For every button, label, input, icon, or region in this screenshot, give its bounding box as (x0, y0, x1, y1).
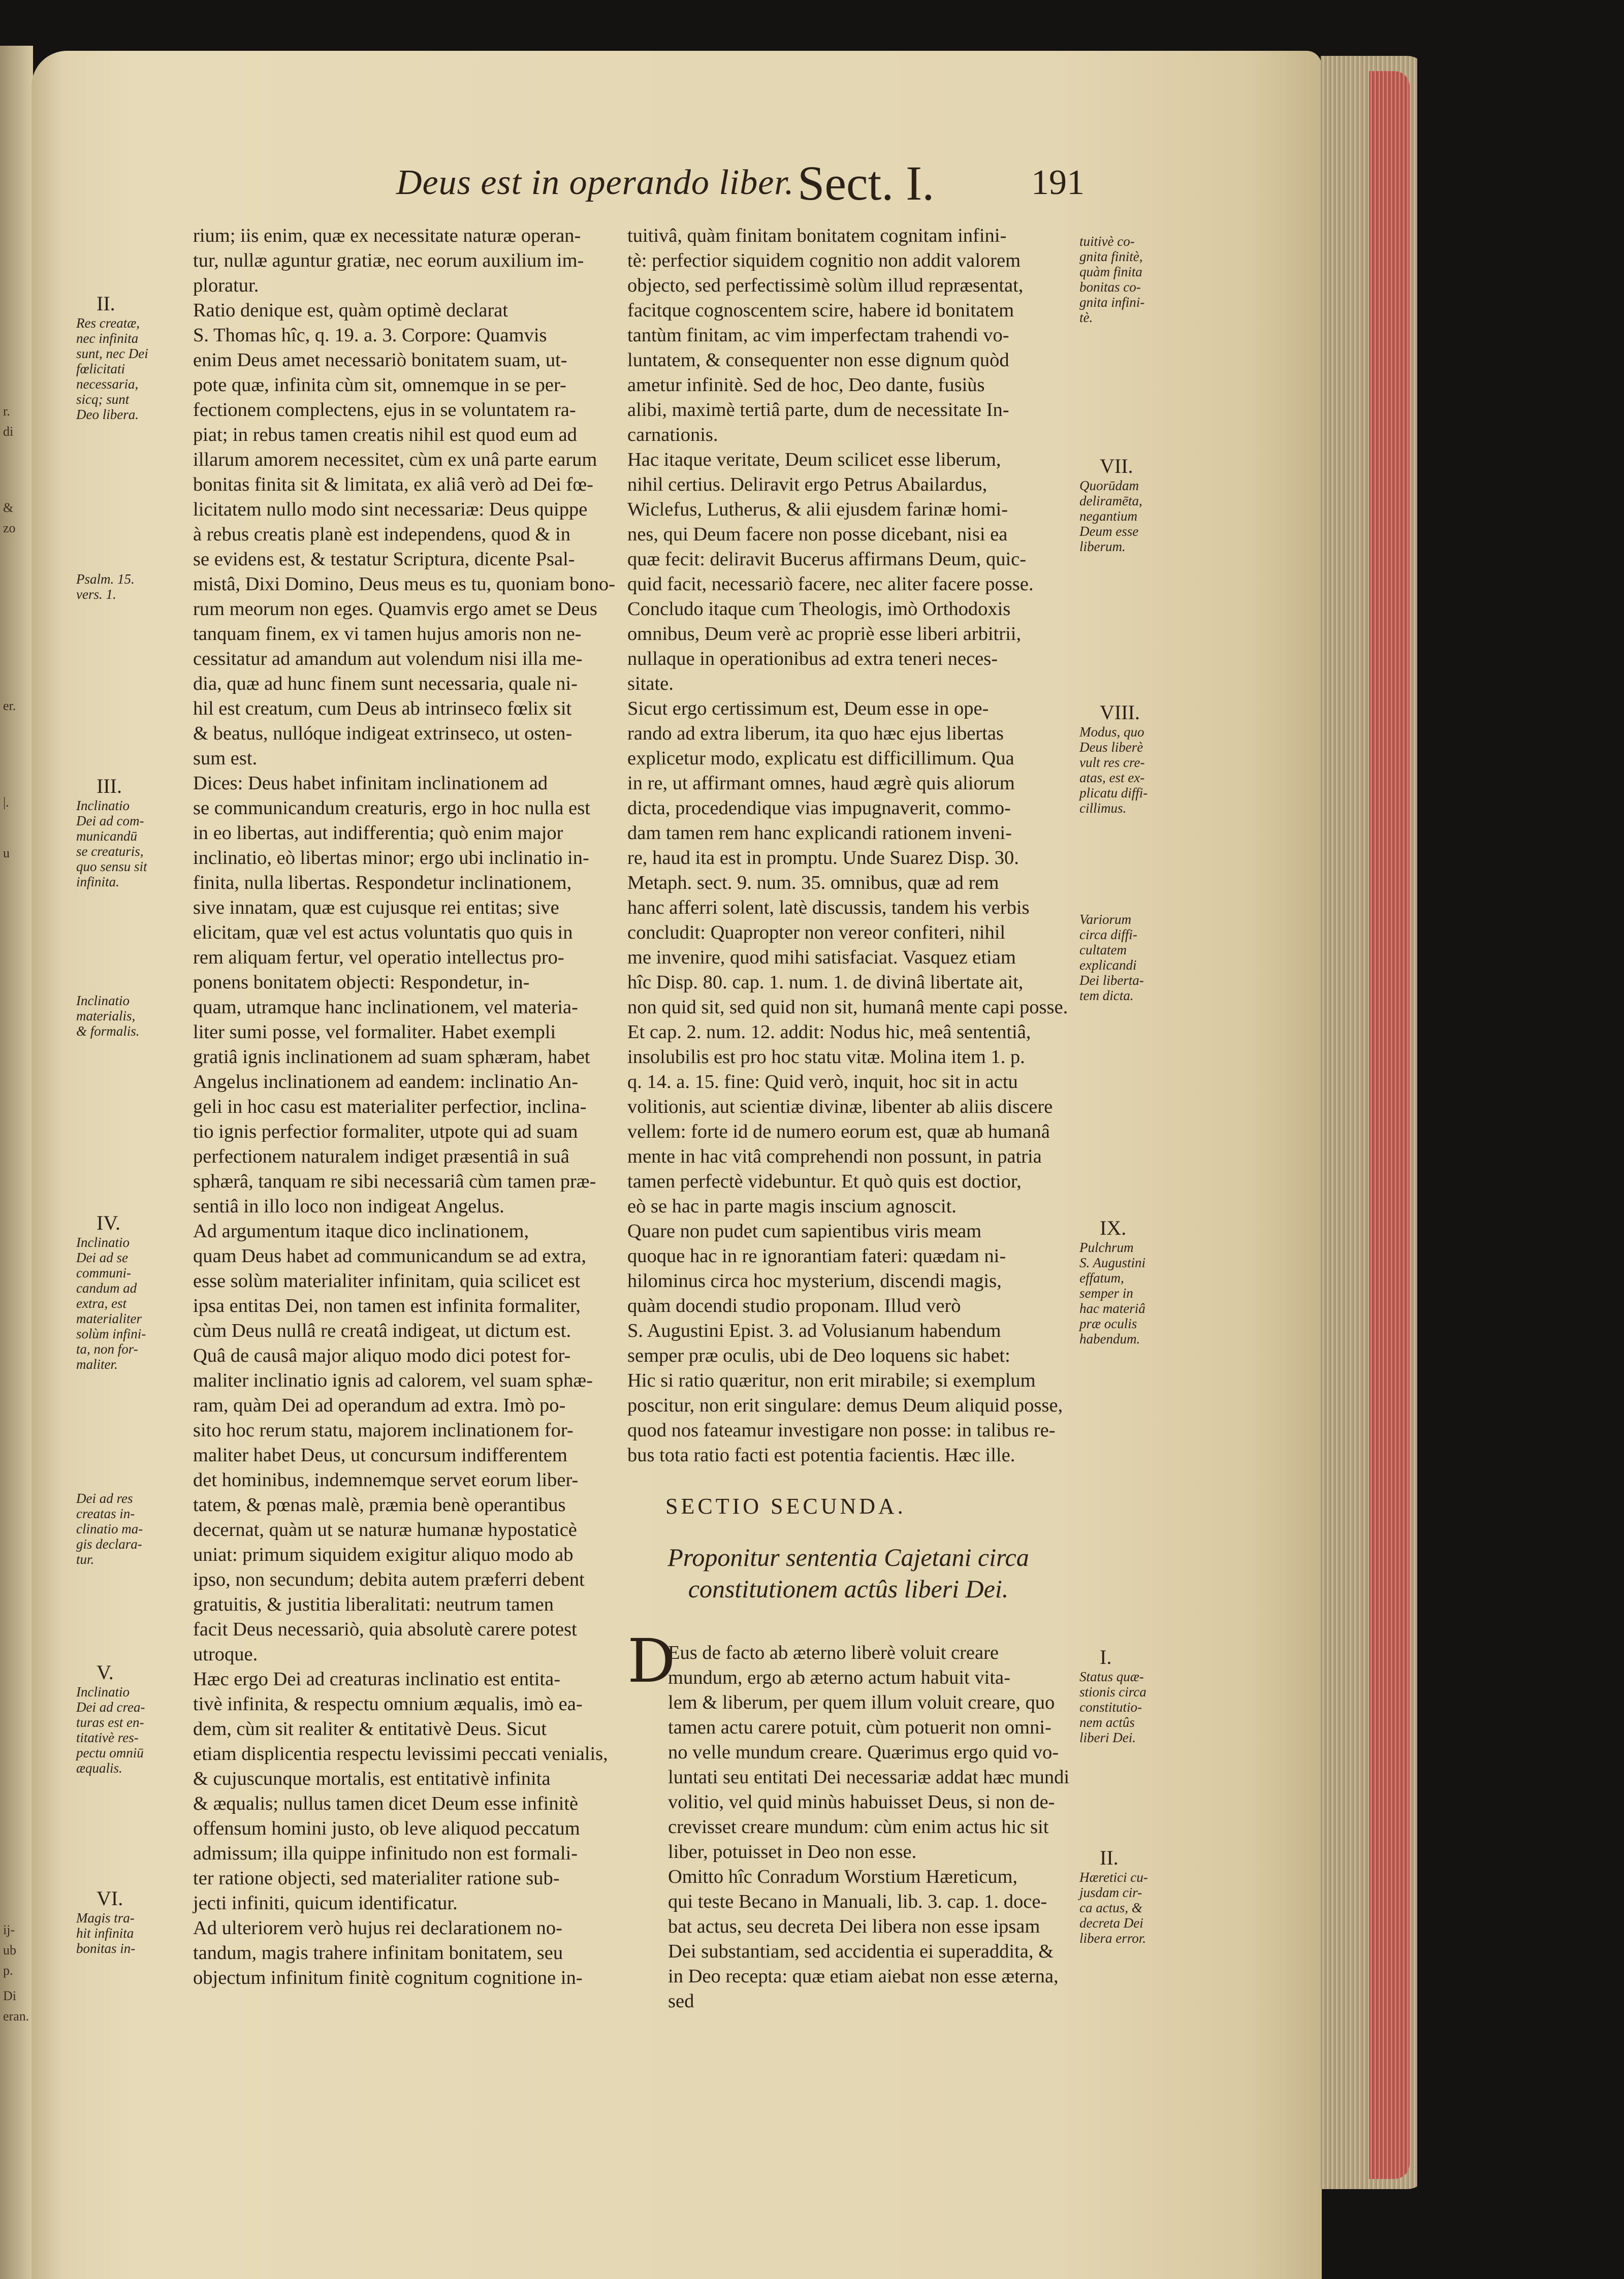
text-line: me invenire, quod mihi satisfaciat. Vasquez etiam (627, 947, 1016, 968)
text-line: Wiclefus, Lutherus, & alii ejusdem farinæ homi- (627, 499, 1008, 520)
text-line: Sicut ergo certissimum est, Deum esse in ope- (627, 698, 989, 719)
text-line: nihil certius. Deliravit ergo Petrus Abailardus, (627, 474, 988, 495)
text-line: Quâ de causâ major aliquo modo dici potest for- (193, 1345, 571, 1366)
text-line: in eo libertas, aut indifferentia; quò enim major (193, 822, 563, 844)
margin-note-line: jusdam cir- (1079, 1885, 1142, 1900)
text-line: esse solùm materialiter infinitam, quia scilicet est (193, 1270, 581, 1292)
text-line: facit Deus necessariò, quia absolutè carere potest (193, 1619, 577, 1640)
text-line: omnibus, Deum verè ac propriè esse liberi arbitrii, (627, 623, 1022, 645)
text-line: quæ fecit: deliravit Bucerus affirmans Deum, quic- (627, 549, 1027, 570)
margin-note-number: IX. (1100, 1216, 1127, 1239)
margin-note-line: solùm infini- (76, 1326, 146, 1341)
text-line: bonitas finita sit & limitata, ex aliâ verò ad Dei fœ- (193, 474, 593, 495)
text-line: piat; in rebus tamen creatis nihil est quod eum ad (193, 424, 577, 445)
margin-note-line: quo sensu sit (76, 859, 147, 874)
text-line: Ad ulteriorem verò hujus rei declarationem no- (193, 1917, 562, 1939)
text-line: Hæc ergo Dei ad creaturas inclinatio est entita- (193, 1668, 561, 1690)
margin-note-line: Inclinatio (76, 798, 130, 813)
text-line: nullaque in operationibus ad extra teneri neces- (627, 648, 998, 669)
margin-note-line: extra, est (76, 1296, 126, 1311)
text-line: Et cap. 2. num. 12. addit: Nodus hic, meâ sententiâ, (627, 1021, 1031, 1043)
text-line: Ad argumentum itaque dico inclinationem, (193, 1221, 529, 1242)
text-line: ponens bonitatem objecti: Respondetur, in- (193, 972, 530, 993)
text-line: bus tota ratio facti est potentia facientis. Hæc ille. (627, 1445, 1015, 1466)
text-line: Metaph. sect. 9. num. 35. omnibus, quæ ad rem (627, 872, 999, 893)
text-line: eò se hac in parte magis inscium agnoscit. (627, 1196, 957, 1217)
section-subtitle (630, 1542, 1067, 1604)
text-line: pote quæ, infinita cùm sit, omnemque in se per- (193, 374, 566, 396)
text-line: re, haud ita est in promptu. Unde Suarez Disp. 30. (627, 847, 1019, 869)
text-line: illarum amorem necessitet, cùm ex unâ parte earum (193, 449, 597, 470)
text-line: Dices: Deus habet infinitam inclinationem ad (193, 773, 548, 794)
text-line: & beatus, nullóque indigeat extrinseco, ut osten- (193, 723, 572, 744)
margin-note-line: creatas in- (76, 1506, 135, 1521)
margin-note-line: municandū (76, 828, 137, 844)
margin-note-line: titativè res- (76, 1730, 139, 1745)
text-line: Quare non pudet cum sapientibus viris meam (627, 1221, 982, 1242)
previous-page-fragment: & (3, 500, 14, 515)
margin-note-line: effatum, (1079, 1270, 1124, 1286)
margin-note-line: vers. 1. (76, 587, 116, 602)
text-line: licitatem nullo modo sint necessariæ: Deus quippe (193, 499, 588, 520)
text-line: volitio, vel quid minùs habuisset Deus, si non de- (668, 1791, 1055, 1813)
text-line: hilominus circa hoc mysterium, discendi magis, (627, 1270, 1002, 1292)
drop-cap: D (627, 1626, 676, 1696)
text-line: quid facit, necessariò facere, nec aliter facere posse. (627, 573, 1034, 595)
text-line: mundum, ergo ab æterno actum habuit vita- (668, 1667, 1010, 1688)
text-line: quoque hac in re ignorantiam fateri: quædam ni- (627, 1245, 1006, 1267)
text-line: mente in hac vitâ comprehendi non possunt, in patria (627, 1146, 1042, 1167)
margin-note-line: fœlicitati (76, 361, 125, 376)
margin-note-line: circa diffi- (1079, 927, 1137, 942)
previous-page-fragment: er. (3, 698, 16, 713)
margin-note-line: Inclinatio (76, 1684, 130, 1699)
text-line: hanc afferri solent, latè discussis, tandem his verbis (627, 897, 1030, 918)
margin-note-line: semper in (1079, 1286, 1133, 1301)
running-title: Deus est in operando liber. (396, 163, 794, 202)
text-line: decernat, quàm ut se naturæ humanæ hypostaticè (193, 1519, 577, 1540)
margin-note-line: & formalis. (76, 1023, 140, 1039)
margin-note-line: bonitas co- (1079, 279, 1141, 295)
text-line: cùm Deus nullâ re creatâ indigeat, ut dictum est. (193, 1320, 571, 1341)
text-line: tanquam finem, ex vi tamen hujus amoris non ne- (193, 623, 582, 645)
margin-note-line: bonitas in- (76, 1941, 136, 1956)
text-line: concludit: Quapropter non vereor confiteri, nihil (627, 922, 1006, 943)
text-line: & cujuscunque mortalis, est entitativè infinita (193, 1768, 551, 1789)
text-line: Eus de facto ab æterno liberè voluit creare (668, 1642, 999, 1663)
text-line: ipso, non secundum; debita autem præferri debent (193, 1569, 585, 1590)
margin-note-line: Res creatæ, (76, 315, 140, 331)
text-line: objectum infinitum finitè cognitum cognitione in- (193, 1967, 583, 1988)
margin-note-line: pectu omniū (76, 1745, 144, 1760)
text-line: facitque cognoscentem scire, habere id bonitatem (627, 300, 1014, 321)
text-line: utroque. (193, 1644, 258, 1665)
margin-note-line: Dei ad crea- (76, 1699, 145, 1715)
text-line: liber, potuisset in Deo non esse. (668, 1841, 917, 1863)
text-line: crevisset creare mundum: cùm enim actus hic sit (668, 1816, 1049, 1838)
margin-note (76, 292, 148, 422)
margin-note-line: Deum esse (1079, 524, 1139, 539)
text-line: in Deo recepta: quæ etiam aiebat non esse æterna, (668, 1966, 1059, 1987)
margin-note-number: II. (1100, 1846, 1119, 1869)
text-line: hil est creatum, cum Deus ab intrinseco fœlix sit (193, 698, 572, 719)
previous-page-fragment: p. (3, 1963, 13, 1978)
margin-note (1079, 1646, 1147, 1745)
margin-note-line: deliramēta, (1079, 493, 1142, 508)
text-line: tè: perfectior siquidem cognitio non addit valorem (627, 250, 1021, 271)
margin-note-line: liberi Dei. (1079, 1730, 1136, 1745)
text-line: admissum; illa quippe infinitudo non est formali- (193, 1843, 578, 1864)
text-line: nes, qui Deum facere non posse dicebant, nisi ea (627, 524, 1008, 545)
margin-note-line: tur. (76, 1552, 94, 1567)
margin-note (76, 571, 135, 602)
page-number: 191 (1031, 163, 1085, 202)
margin-note-line: Dei ad se (76, 1250, 128, 1265)
text-line: sphærâ, tanquam re sibi necessariâ cùm tamen præ- (193, 1171, 596, 1192)
text-line: no velle mundum creare. Quærimus ergo quid vo- (668, 1742, 1059, 1763)
text-line: luntatem, & consequenter non esse dignum quòd (627, 349, 1009, 371)
previous-page-fragment: Di (3, 1988, 16, 2003)
text-line: Dei substantiam, sed accidentia ei superaddita, & (668, 1941, 1054, 1962)
text-line: elicitam, quæ vel est actus voluntatis quo quis in (193, 922, 573, 943)
previous-page-fragment: ub (3, 1943, 16, 1957)
text-line: det hominibus, indemnemque servet eorum liber- (193, 1469, 579, 1491)
text-line: rando ad extra liberum, ita quo hæc ejus libertas (627, 723, 1004, 744)
text-line: se communicandum creaturis, ergo in hoc nulla est (193, 797, 590, 819)
text-line: tamen perfectè videbuntur. Et quò quis est doctior, (627, 1171, 1022, 1192)
margin-note-line: atas, est ex- (1079, 770, 1145, 785)
margin-note (1079, 234, 1144, 325)
text-line: dia, quæ ad hunc finem sunt necessaria, quale ni- (193, 673, 578, 694)
margin-note-line: ta, non for- (76, 1341, 138, 1357)
margin-note-line: hit infinita (76, 1925, 134, 1941)
margin-note (1079, 1216, 1145, 1346)
text-line: semper præ oculis, ubi de Deo loquens sic habet: (627, 1345, 1010, 1366)
margin-note-line: liberum. (1079, 539, 1126, 554)
margin-note-line: æqualis. (76, 1760, 122, 1776)
margin-note-line: tè. (1079, 310, 1093, 325)
text-line: tivè infinita, & respectu omnium æqualis, imò ea- (193, 1693, 583, 1715)
margin-note-line: turas est en- (76, 1715, 144, 1730)
text-line: insolubilis est pro hoc statu vitæ. Molina item 1. p. (627, 1046, 1025, 1068)
text-line: rum meorum non eges. Quamvis ergo amet se Deus (193, 598, 597, 620)
margin-note-line: clinatio ma- (76, 1521, 143, 1536)
text-line: explicetur modo, explicatu est difficillimum. Qua (627, 748, 1014, 769)
margin-note-line: constitutio- (1079, 1699, 1142, 1715)
margin-note-line: negantium (1079, 508, 1137, 524)
margin-note-line: Deus liberè (1079, 740, 1143, 755)
previous-page-fragment: eran. (3, 2009, 29, 2024)
section-heading: SECTIO SECUNDA. (665, 1494, 906, 1519)
margin-note (1079, 912, 1144, 1003)
margin-note-line: Dei ad com- (76, 813, 144, 828)
text-line: ipsa entitas Dei, non tamen est infinita formaliter, (193, 1295, 581, 1317)
margin-note-line: libera error. (1079, 1931, 1147, 1946)
text-line: jecti infiniti, quicum identificatur. (193, 1892, 458, 1914)
margin-note-line: Psalm. 15. (76, 571, 135, 587)
section-two-text (668, 1641, 1074, 2014)
text-line: dem, cùm sit realiter & entitativè Deus. Sicut (193, 1718, 547, 1740)
text-line: uniat: primum siquidem exigitur aliquo modo ab (193, 1544, 574, 1565)
margin-note (76, 1887, 135, 1956)
margin-note-line: decreta Dei (1079, 1915, 1143, 1931)
margin-note-number: III. (97, 775, 122, 797)
margin-note-line: Status quæ- (1079, 1669, 1144, 1684)
previous-page-fragments (0, 51, 30, 2279)
margin-note-line: tuitivè co- (1079, 234, 1135, 249)
book-board (1417, 46, 1624, 2279)
text-line: inclinatio, eò libertas minor; ergo ubi inclinatio in- (193, 847, 589, 869)
margin-note-line: tem dicta. (1079, 988, 1134, 1003)
margin-note-line: necessaria, (76, 376, 139, 392)
text-line: à rebus creatis planè est independens, quod & in (193, 524, 571, 545)
margin-note-line: gis declara- (76, 1536, 142, 1552)
text-line: hîc Disp. 80. cap. 1. num. 1. de divinâ libertate ait, (627, 972, 1024, 993)
margin-note-line: hac materiâ (1079, 1301, 1145, 1316)
text-line: sed (668, 1991, 694, 2012)
text-line: dicta, procedendique vias impugnaverit, commo- (627, 797, 1011, 819)
margin-note-line: quàm finita (1079, 264, 1142, 279)
margin-note-line: Variorum (1079, 912, 1132, 927)
margin-note-line: Hæretici cu- (1079, 1870, 1148, 1885)
left-column-text (193, 223, 620, 1991)
margin-note-line: S. Augustini (1079, 1255, 1146, 1270)
margin-note-number: IV. (97, 1211, 121, 1234)
text-line: tio ignis perfectior formaliter, utpote qui ad suam (193, 1121, 578, 1142)
margin-note-number: II. (97, 292, 115, 315)
text-line: sentiâ in illo loco non indigeat Angelus. (193, 1196, 504, 1217)
margin-note-line: Modus, quo (1079, 724, 1144, 740)
margin-note-line: vult res cre- (1079, 755, 1145, 770)
text-line: Angelus inclinationem ad eandem: inclinatio An- (193, 1071, 579, 1093)
text-line: ametur infinitè. Sed de hoc, Deo dante, fusiùs (627, 374, 985, 396)
margin-note-line: sicq; sunt (76, 392, 130, 407)
text-line: offensum homini justo, ob leve aliquod peccatum (193, 1818, 580, 1839)
text-line: carnationis. (627, 424, 718, 445)
text-line: q. 14. a. 15. fine: Quid verò, inquit, hoc sit in actu (627, 1071, 1018, 1093)
margin-note-line: maliter. (76, 1357, 118, 1372)
margin-note-line: Dei liberta- (1079, 973, 1144, 988)
text-line: quàm docendi studio proponam. Illud verò (627, 1295, 961, 1317)
margin-note-number: I. (1100, 1646, 1112, 1668)
margin-note-line: cultatem (1079, 942, 1127, 957)
text-line: sum est. (193, 748, 258, 769)
text-line: qui teste Becano in Manuali, lib. 3. cap. 1. doce- (668, 1891, 1047, 1912)
margin-note-line: candum ad (76, 1280, 137, 1296)
margin-note (1079, 701, 1148, 816)
margin-note-line: Inclinatio (76, 1235, 130, 1250)
margin-note-number: VI. (97, 1887, 123, 1910)
text-line: non quid sit, sed quid non sit, humanâ mente capi posse. (627, 997, 1068, 1018)
previous-page-fragment: zo (3, 521, 16, 535)
text-line: enim Deus amet necessariò bonitatem suam, ut- (193, 349, 567, 371)
red-edge-binding (1369, 71, 1410, 2179)
text-line: lem & liberum, per quem illum voluit creare, quo (668, 1692, 1055, 1713)
margin-note-line: cillimus. (1079, 800, 1127, 816)
margin-note-line: nem actûs (1079, 1715, 1135, 1730)
margin-note-line: Pulchrum (1079, 1240, 1134, 1255)
text-line: ram, quàm Dei ad operandum ad extra. Imò po- (193, 1395, 566, 1416)
section-subtitle-line: constitutionem actûs liberi Dei. (688, 1575, 1009, 1603)
margin-note (1079, 455, 1142, 554)
margin-note-line: plicatu diffi- (1079, 785, 1148, 800)
margin-note-line: Quorūdam (1079, 478, 1139, 493)
margin-note (1079, 1846, 1148, 1946)
margin-note-line: Deo libera. (76, 407, 139, 422)
text-line: Hac itaque veritate, Deum scilicet esse liberum, (627, 449, 1001, 470)
margin-note-line: habendum. (1079, 1331, 1140, 1346)
margin-note-line: sunt, nec Dei (76, 346, 148, 361)
margin-note-line: ca actus, & (1079, 1900, 1142, 1915)
previous-page-fragment: ij- (3, 1922, 15, 1937)
text-line: gratiâ ignis inclinationem ad suam sphæram, habet (193, 1046, 590, 1068)
text-line: rem aliquam fertur, vel operatio intellectus pro- (193, 947, 564, 968)
previous-page-fragment: di (3, 424, 14, 439)
text-line: liter sumi posse, vel formaliter. Habet exempli (193, 1021, 556, 1043)
text-line: fectionem complectens, ejus in se voluntatem ra- (193, 399, 576, 421)
text-line: finita, nulla libertas. Respondetur inclinationem, (193, 872, 572, 893)
margin-note-number: VII. (1100, 455, 1133, 477)
text-line: mistâ, Dixi Domino, Deus meus es tu, quoniam bono- (193, 573, 615, 595)
margin-note (76, 775, 147, 889)
text-line: tamen actu carere potuit, cùm potuerit non omni- (668, 1717, 1052, 1738)
text-line: bat actus, seu decreta Dei libera non esse ipsam (668, 1916, 1040, 1937)
text-line: S. Augustini Epist. 3. ad Volusianum habendum (627, 1320, 1001, 1341)
text-line: gratuitis, & justitia liberalitati: neutrum tamen (193, 1594, 554, 1615)
margin-note (76, 1661, 145, 1776)
section-label: Sect. I. (798, 156, 935, 210)
margin-note-line: præ oculis (1079, 1316, 1137, 1331)
text-line: quam, utramque hanc inclinationem, vel materia- (193, 997, 578, 1018)
previous-page-fragment: r. (3, 404, 10, 419)
text-line: sive innatam, quæ est cujusque rei entitas; sive (193, 897, 559, 918)
margin-note-line: infinita. (76, 874, 119, 889)
text-line: cessitatur ad amandum aut volendum nisi illa me- (193, 648, 583, 669)
margin-note (76, 1211, 146, 1372)
margin-note-line: nec infinita (76, 331, 139, 346)
text-line: sitate. (627, 673, 674, 694)
text-line: objecto, sed perfectissimè solùm illud repræsentat, (627, 275, 1024, 296)
text-line: etiam displicentia respectu levissimi peccati venialis, (193, 1743, 608, 1764)
margin-note-line: Dei ad res (76, 1491, 133, 1506)
previous-page-fragment: u (3, 846, 10, 860)
margin-note-line: Magis tra- (76, 1910, 135, 1925)
margin-note-number: V. (97, 1661, 114, 1684)
text-line: Hic si ratio quæritur, non erit mirabile; si exemplum (627, 1370, 1036, 1391)
right-column-text (627, 223, 1074, 1468)
text-line: sito hoc rerum statu, majorem inclinationem for- (193, 1420, 574, 1441)
margin-note-line: communi- (76, 1265, 131, 1280)
text-line: perfectionem naturalem indiget præsentiâ in suâ (193, 1146, 569, 1167)
text-line: vellem: forte id de numero eorum est, quæ ab humanâ (627, 1121, 1050, 1142)
margin-note (76, 1491, 143, 1567)
margin-note-line: gnita finitè, (1079, 249, 1143, 264)
text-line: tuitivâ, quàm finitam bonitatem cognitam infini- (627, 225, 1007, 246)
text-line: maliter habet Deus, ut concursum indifferentem (193, 1445, 567, 1466)
section-subtitle-line: Proponitur sententia Cajetani circa (667, 1543, 1029, 1571)
text-line: Ratio denique est, quàm optimè declarat (193, 300, 508, 321)
text-line: tatem, & pœnas malè, præmia benè operantibus (193, 1494, 566, 1516)
text-line: tantùm finitam, ac vim imperfectam trahendi vo- (627, 325, 1009, 346)
margin-note-line: materialis, (76, 1008, 136, 1023)
text-line: se evidens est, & testatur Scriptura, dicente Psal- (193, 549, 575, 570)
text-line: poscitur, non erit singulare: demus Deum aliquid posse, (627, 1395, 1063, 1416)
text-line: tur, nullæ aguntur gratiæ, nec eorum auxilium im- (193, 250, 584, 271)
margin-note (76, 993, 140, 1039)
previous-page-fragment: |. (3, 795, 9, 810)
text-line: geli in hoc casu est materialiter perfectior, inclina- (193, 1096, 587, 1117)
text-line: rium; iis enim, quæ ex necessitate naturæ operan- (193, 225, 581, 246)
text-line: in re, ut affirmant omnes, haud ægrè quis aliorum (627, 773, 1015, 794)
text-line: luntati seu entitati Dei necessariæ addat hæc mundi (668, 1767, 1070, 1788)
text-line: Concludo itaque cum Theologis, imò Orthodoxis (627, 598, 1011, 620)
text-line: Omitto hîc Conradum Worstium Hæreticum, (668, 1866, 1018, 1887)
text-line: S. Thomas hîc, q. 19. a. 3. Corpore: Quamvis (193, 325, 547, 346)
text-line: volitionis, aut scientiæ divinæ, libenter ab aliis discere (627, 1096, 1053, 1117)
margin-note-line: se creaturis, (76, 844, 144, 859)
margin-note-number: VIII. (1100, 701, 1140, 724)
text-line: maliter inclinatio ignis ad calorem, vel suam sphæ- (193, 1370, 593, 1391)
margin-note-line: stionis circa (1079, 1684, 1147, 1699)
margin-note-line: materialiter (76, 1311, 142, 1326)
text-line: tandum, magis trahere infinitam bonitatem, seu (193, 1942, 563, 1964)
text-line: alibi, maximè tertiâ parte, dum de necessitate In- (627, 399, 1009, 421)
margin-note-line: gnita infini- (1079, 295, 1145, 310)
text-line: quod nos fateamur investigare non posse: in talibus re- (627, 1420, 1056, 1441)
margin-note-line: explicandi (1079, 957, 1137, 973)
text-line: ploratur. (193, 275, 259, 296)
text-line: quam Deus habet ad communicandum se ad extra, (193, 1245, 587, 1267)
text-line: & æqualis; nullus tamen dicet Deum esse infinitè (193, 1793, 579, 1814)
text-line: dam tamen rem hanc explicandi rationem inveni- (627, 822, 1012, 844)
text-line: ter ratione objecti, sed materialiter ratione sub- (193, 1868, 560, 1889)
margin-note-line: Inclinatio (76, 993, 130, 1008)
